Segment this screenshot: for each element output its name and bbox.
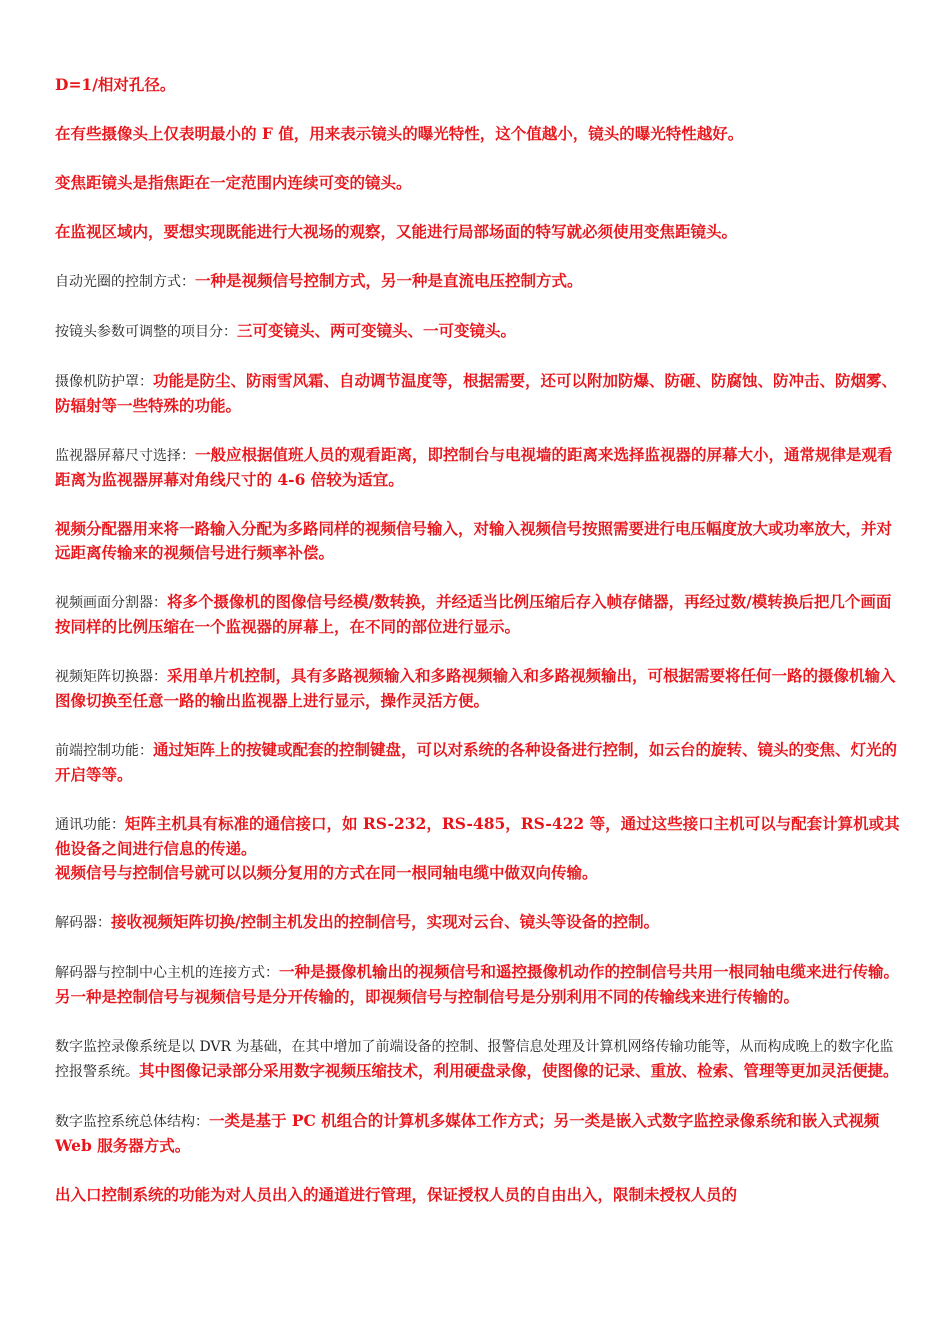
paragraph-body: 一种是视频信号控制方式，另一种是直流电压控制方式。: [195, 271, 583, 290]
paragraph-body: 一类是基于 PC 机组合的计算机多媒体工作方式；另一类是嵌入式数字监控录像系统和嵌入式视频 Web 服务器方式。: [55, 1111, 880, 1155]
paragraph-lens-params: [55, 319, 902, 344]
paragraph-lead: 摄像机防护罩：: [55, 374, 153, 390]
paragraph-lead: 解码器与控制中心主机的连接方式：: [55, 965, 279, 981]
paragraph-lead: 数字监控系统总体结构：: [55, 1114, 209, 1130]
paragraph-body: 其中图像记录部分采用数字视频压缩技术，利用硬盘录像，使图像的记录、重放、检索、管理等更加灵活便捷。: [139, 1061, 899, 1080]
paragraph-body: D=1/相对孔径。: [55, 75, 176, 94]
paragraph-zoom-lens: [55, 171, 902, 195]
paragraph-body: 出入口控制系统的功能为对人员出入的通道进行管理，保证授权人员的自由出入，限制未授权人员的: [55, 1185, 738, 1204]
paragraph-zoom-usage: [55, 220, 902, 244]
paragraph-aperture-formula: [55, 73, 902, 97]
paragraph-body: 三可变镜头、两可变镜头、一可变镜头。: [237, 321, 517, 340]
paragraph-dvr-system: [55, 1034, 902, 1084]
paragraph-body: 在监视区域内，要想实现既能进行大视场的观察，又能进行局部场面的特写就必须使用变焦距镜头。: [55, 222, 738, 241]
paragraph-body: 一种是摄像机输出的视频信号和遥控摄像机动作的控制信号共用一根同轴电缆来进行传输。另一种是控制信号与视频信号是分开传输的，即视频信号与控制信号是分别利用不同的传输线来进行传输的。: [55, 962, 900, 1006]
paragraph-body: 矩阵主机具有标准的通信接口，如 RS-232，RS-485，RS-422 等，通过这些接口主机可以与配套计算机或其他设备之间进行信息的传递。: [55, 814, 900, 858]
paragraph-body: 将多个摄像机的图像信号经模/数转换，并经适当比例压缩后存入帧存储器，再经过数/模转换后把几个画面按同样的比例压缩在一个监视器的屏幕上，在不同的部位进行显示。: [55, 592, 892, 636]
paragraph-lead: 通讯功能：: [55, 817, 125, 833]
paragraph-extra: 视频信号与控制信号就可以以频分复用的方式在同一根同轴电缆中做双向传输。: [55, 863, 598, 882]
paragraph-lead: 解码器：: [55, 915, 111, 931]
paragraph-body: 通过矩阵上的按键或配套的控制键盘，可以对系统的各种设备进行控制，如云台的旋转、镜头的变焦、灯光的开启等等。: [55, 740, 898, 784]
paragraph-camera-housing: [55, 369, 902, 418]
paragraph-lead: 监视器屏幕尺寸选择：: [55, 448, 195, 464]
paragraph-lead: 数字监控录像系统是以 DVR 为基础，在其中增加了前端设备的控制、报警信息处理及计算机网络传输功能等，从而构成晚上的数字化监控报警系统。: [55, 1039, 894, 1080]
paragraph-body: 采用单片机控制，具有多路视频输入和多路视频输入和多路视频输出，可根据需要将任何一路的摄像机输入图像切换至任意一路的输出监视器上进行显示，操作灵活方便。: [55, 666, 896, 710]
paragraph-matrix-switcher: [55, 664, 902, 713]
paragraph-body: 一般应根据值班人员的观看距离，即控制台与电视墙的距离来选择监视器的屏幕大小，通常规律是观看距离为监视器屏幕对角线尺寸的 4-6 倍较为适宜。: [55, 445, 893, 489]
paragraph-body: 功能是防尘、防雨雪风霜、自动调节温度等，根据需要，还可以附加防爆、防砸、防腐蚀、防冲击、防烟雾、防辐射等一些特殊的功能。: [55, 371, 898, 415]
paragraph-f-value: [55, 122, 902, 146]
paragraph-video-distributor: [55, 517, 902, 565]
paragraph-lead: 视频画面分割器：: [55, 595, 167, 611]
paragraph-lead: 按镜头参数可调整的项目分：: [55, 324, 237, 340]
paragraph-body: 视频分配器用来将一路输入分配为多路同样的视频信号输入，对输入视频信号按照需要进行电压幅度放大或功率放大，并对远距离传输来的视频信号进行频率补偿。: [55, 519, 893, 562]
paragraph-decoder-connection: [55, 960, 902, 1009]
paragraph-lead: 视频矩阵切换器：: [55, 669, 167, 685]
paragraph-access-control: [55, 1183, 902, 1207]
paragraph-lead: 前端控制功能：: [55, 743, 153, 759]
paragraph-communication: [55, 812, 902, 885]
paragraph-monitor-size: [55, 443, 902, 492]
paragraph-body: 接收视频矩阵切换/控制主机发出的控制信号，实现对云台、镜头等设备的控制。: [111, 912, 660, 931]
paragraph-body: 变焦距镜头是指焦距在一定范围内连续可变的镜头。: [55, 173, 412, 192]
paragraph-lead: 自动光圈的控制方式：: [55, 274, 195, 290]
paragraph-splitter: [55, 590, 902, 639]
paragraph-system-structure: [55, 1109, 902, 1158]
paragraph-auto-iris: [55, 269, 902, 294]
paragraph-front-control: [55, 738, 902, 787]
paragraph-decoder: [55, 910, 902, 935]
paragraph-body: 在有些摄像头上仅表明最小的 F 值，用来表示镜头的曝光特性，这个值越小，镜头的曝光特性越好。: [55, 124, 744, 143]
